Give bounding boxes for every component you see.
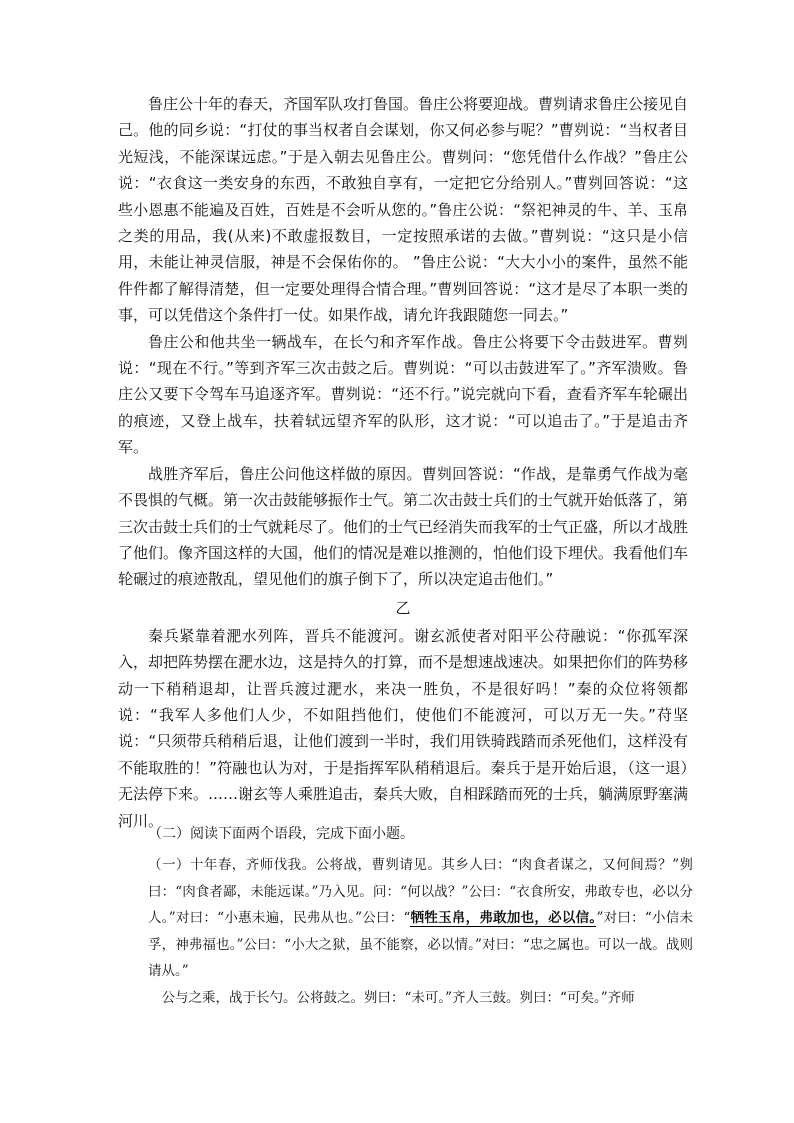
translation-passage	[118, 91, 688, 834]
translation-paragraph-2: 鲁庄公和他共坐一辆战车，在长勺和齐军作战。鲁庄公将要下令击鼓进军。曹刿说：“现在不行。”等到齐军三次击鼓之后。曹刿说：“可以击鼓进军了。”齐军溃败。鲁庄公又要下令驾车马追逐齐军。曹刿说：“还不行。”说完就向下看，查看齐军车轮碾出的痕迹，又登上战车，扶着轼远望齐军的队形，这才说：“可以追击了。”于是追击齐军。	[118, 332, 688, 457]
classical-text-a: （一）十年春，齐师伐我。公将战，曹刿请见。其乡人曰：“肉食者谋之，又何间焉？”刿曰：“肉食者鄙，未能远谋。”乃入见。问：“何以战？”公曰：“衣食所安，弗敢专也，必以分人。”对曰：“小惠未遍，民弗从也。”公曰：“	[148, 857, 693, 926]
section-yi-label: 乙	[395, 598, 411, 617]
classical-paragraph-2	[148, 985, 693, 1012]
classical-paragraph-1	[148, 852, 693, 985]
classical-passage	[148, 852, 693, 1011]
section-yi-paragraph: 秦兵紧靠着淝水列阵，晋兵不能渡河。谢玄派使者对阳平公苻融说：“你孤军深入，却把阵势摆在淝水边，这是持久的打算，而不是想速战速决。如果把你们的阵势移动一下稍稍退却，让晋兵渡过淝水，来决一胜负，不是很好吗！”秦的众位将领都说：“我军人多他们人少，不如阻挡他们，使他们不能渡河，可以万无一失。”苻坚说：“只须带兵稍稍后退，让他们渡到一半时，我们用铁骑践踏而杀死他们，这样没有不能取胜的！”符融也认为对，于是指挥军队稍稍退后。秦兵于是开始后退，（这一退）无法停下来。……谢玄等人乘胜追击，秦兵大败，自相踩踏而死的士兵，躺满原野塞满河川。	[118, 626, 689, 830]
classical-text-c: 公与之乘，战于长勺。公将鼓之。刿曰：“未可。”齐人三鼓。刿曰：“可矣。”齐师	[161, 989, 635, 1006]
translation-paragraph-3: 战胜齐军后，鲁庄公问他这样做的原因。曹刿回答说：“作战，是靠勇气作战为毫不畏惧的气概。第一次击鼓能够振作士气。第二次击鼓士兵们的士气就开始低落了，第三次击鼓士兵们的士气就耗尽了。他们的士气已经消失而我军的士气正盛，所以才战胜了他们。像齐国这样的大国，他们的情况是难以推测的，怕他们设下埋伏。我看他们车轮碾过的痕迹散乱，望见他们的旗子倒下了，所以决定追击他们。”	[118, 464, 689, 589]
translation-paragraph-1: 鲁庄公十年的春天，齐国军队攻打鲁国。鲁庄公将要迎战。曹刿请求鲁庄公接见自己。他的同乡说：“打仗的事当权者自会谋划，你又何必参与呢？”曹刿说：“当权者目光短浅，不能深谋远虑。”于是入朝去见鲁庄公。曹刿问：“您凭借什么作战？”鲁庄公说：“衣食这一类安身的东西，不敢独自享有，一定把它分给别人。”曹刿回答说：“这些小恩惠不能遍及百姓，百姓是不会听从您的。”鲁庄公说：“祭祀神灵的牛、羊、玉帛之类的用品，我(从来)不敢虚报数目，一定按照承诺的去做。”曹刿说：“这只是小信用，未能让神灵信服，神是不会保佑你的。 ”鲁庄公说：“大大小小的案件，虽然不能件件都了解得清楚，但一定要处理得合情合理。”曹刿回答说：“这才是尽了本职一类的事，可以凭借这个条件打一仗。如果作战，请允许我跟随您一同去。”	[118, 95, 689, 325]
underlined-sentence: 牺牲玉帛，弗敢加也，必以信。	[410, 910, 597, 926]
question-heading: （二）阅读下面两个语段，完成下面小题。	[148, 826, 414, 842]
classical-text-b: ”对曰：“小信未孚，神弗福也。”公曰：“小大之狱，虽不能察，必以情。”对曰：“忠之属也。可以一战。战则请从。”	[148, 910, 694, 979]
